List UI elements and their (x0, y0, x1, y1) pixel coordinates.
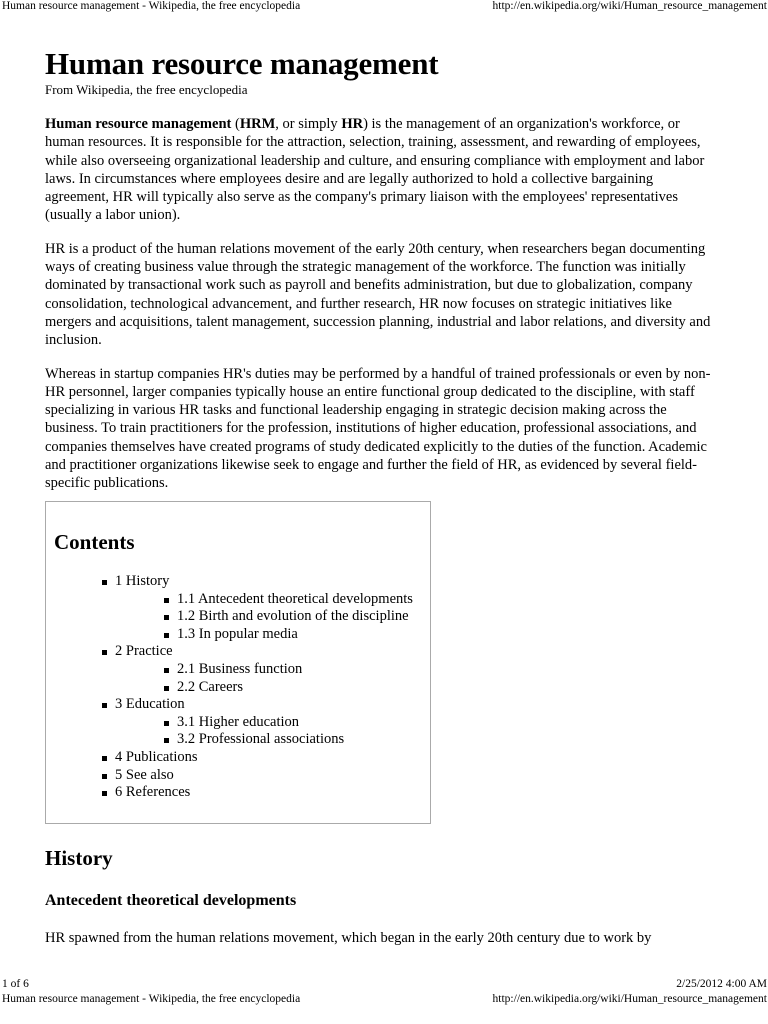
toc-item-publications[interactable]: 4 Publications (102, 749, 413, 767)
toc-item-popular-media[interactable]: 1.3 In popular media (164, 626, 413, 644)
history-paragraph: HR spawned from the human relations movement, which began in the early 20th century due to work by (45, 930, 652, 946)
intro-abbr-hrm: HRM (239, 116, 276, 132)
toc-item-references[interactable]: 6 References (102, 784, 413, 802)
page-subtitle: From Wikipedia, the free encyclopedia (45, 82, 248, 97)
toc-item-careers[interactable]: 2.2 Careers (164, 679, 413, 697)
footer-page-number: 1 of 6 (2, 978, 29, 990)
toc-list (102, 573, 413, 802)
history-heading: History (45, 846, 113, 870)
antecedent-heading: Antecedent theoretical developments (45, 892, 297, 909)
paragraph-2: HR is a product of the human relations movement of the early 20th century, when researchers began documenting ways of creating business value through the strategic management of the workforce. The function was initially dominated by transactional work such as payroll and benefits administration, but due to globalization, company consolidation, technological advancement, and further research, HR now focuses on strategic initiatives like mergers and acquisitions, talent management, succession planning, industrial and labor relations, and diversity and inclusion. (45, 240, 711, 349)
header-page-title: Human resource management - Wikipedia, the free encyclopedia (2, 0, 301, 12)
footer-url[interactable]: http://en.wikipedia.org/wiki/Human_resource_management (492, 993, 767, 1005)
footer-page-title: Human resource management - Wikipedia, the free encyclopedia (2, 993, 301, 1005)
header-url[interactable]: http://en.wikipedia.org/wiki/Human_resource_management (492, 0, 767, 12)
toc-title: Contents (54, 530, 135, 554)
toc-item-history[interactable]: 1 History 1.1 Antecedent theoretical developments 1.2 Birth and evolution of the discipline 1.3 In popular media (102, 573, 413, 643)
page-title: Human resource management (45, 46, 439, 81)
toc-item-antecedent[interactable]: 1.1 Antecedent theoretical developments (164, 591, 413, 609)
footer-datetime: 2/25/2012 4:00 AM (676, 978, 767, 990)
paragraph-3: Whereas in startup companies HR's duties may be performed by a handful of trained professionals or even by non-HR personnel, larger companies typically house an entire functional group dedicated to the discipline, with staff specializing in various HR tasks and functional leadership engaging in strategic decision making across the business. To train practitioners for the profession, institutions of higher education, professional associations, and companies themselves have created programs of study dedicated explicitly to the duties of the function. Academic and practitioner organizations likewise seek to engage and further the field of HR, as evidenced by several field-specific publications. (45, 365, 711, 492)
toc-item-practice[interactable]: 2 Practice 2.1 Business function 2.2 Careers (102, 643, 413, 696)
toc-item-see-also[interactable]: 5 See also (102, 767, 413, 785)
toc-item-birth-evolution[interactable]: 1.2 Birth and evolution of the discipline (164, 608, 413, 626)
toc-item-professional-associations[interactable]: 3.2 Professional associations (164, 731, 413, 749)
intro-paragraph: Human resource management (HRM, or simply HR) is the management of an organization's workforce, or human resources. It is responsible for the attraction, selection, training, assessment, and rewarding of employees, while also overseeing organizational leadership and culture, and ensuring compliance with employment and labor laws. In circumstances where employees desire and are legally authorized to hold a collective bargaining agreement, HR will typically also serve as the company's primary liaison with the employees' representatives (usually a labor union). (45, 116, 705, 224)
intro-abbr-hr: HR (341, 116, 364, 132)
toc-item-business-function[interactable]: 2.1 Business function (164, 661, 413, 679)
article-body (45, 44, 720, 493)
toc-item-education[interactable]: 3 Education 3.1 Higher education 3.2 Professional associations (102, 696, 413, 749)
intro-term: Human resource management (45, 116, 232, 132)
toc-item-higher-education[interactable]: 3.1 Higher education (164, 714, 413, 732)
table-of-contents (45, 501, 431, 824)
